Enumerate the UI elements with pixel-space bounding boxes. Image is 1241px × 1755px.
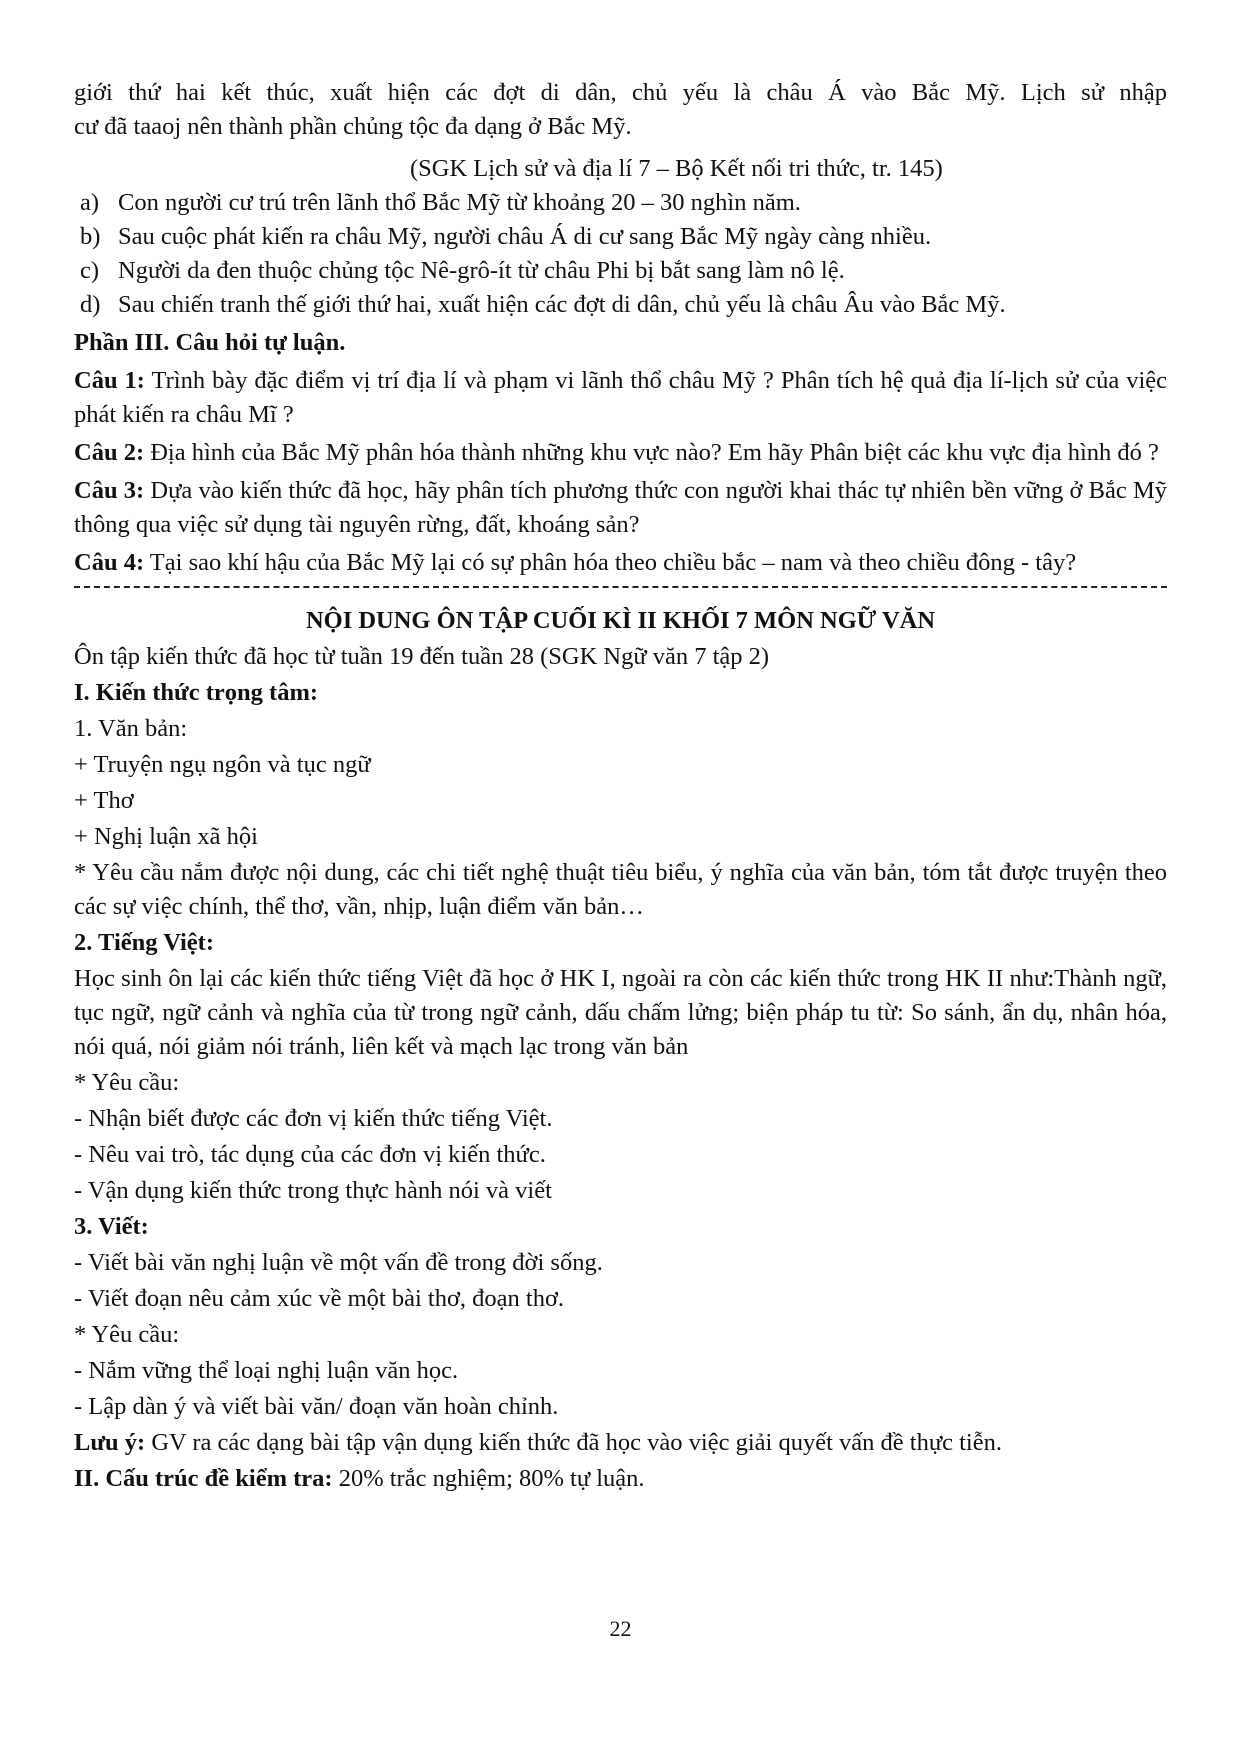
intro-line-1: giới thứ hai kết thúc, xuất hiện các đợt di dân, chủ yếu là châu Á vào Bắc Mỹ. Lịch sử nhập <box>74 79 1167 106</box>
section-title: NỘI DUNG ÔN TẬP CUỐI KÌ II KHỐI 7 MÔN NGỮ VĂN <box>305 607 936 634</box>
option-letter: a) <box>80 189 100 216</box>
option-text: Sau chiến tranh thế giới thứ hai, xuất hiện các đợt di dân, chủ yếu là châu Âu vào Bắc Mỹ. <box>118 291 1006 318</box>
tiengviet-req: - Nêu vai trò, tác dụng của các đơn vị kiến thức. <box>74 1141 546 1168</box>
question-label: Câu 4: <box>74 549 145 576</box>
option-text: Con người cư trú trên lãnh thổ Bắc Mỹ từ khoảng 20 – 30 nghìn năm. <box>118 189 801 216</box>
vanban-requirement: * Yêu cầu nắm được nội dung, các chi tiết nghệ thuật tiêu biểu, ý nghĩa của văn bản, tóm tắt được truyện theo các sự việc chính, thể thơ, vần, nhịp, luận điểm văn bản… <box>74 859 1167 920</box>
option-a <box>74 186 1167 220</box>
option-letter: b) <box>80 223 101 250</box>
vanban-item: + Nghị luận xã hội <box>74 823 258 850</box>
exam-structure-label: II. Cấu trúc đề kiểm tra: <box>74 1465 333 1492</box>
tiengviet-req: - Nhận biết được các đơn vị kiến thức tiếng Việt. <box>74 1105 553 1132</box>
sub-van-ban: 1. Văn bản: <box>74 715 188 742</box>
heading-kien-thuc: I. Kiến thức trọng tâm: <box>74 679 319 706</box>
option-text: Người da đen thuộc chủng tộc Nê-grô-ít từ châu Phi bị bắt sang làm nô lệ. <box>118 257 845 284</box>
option-b <box>74 220 1167 254</box>
answer-options <box>74 186 1167 322</box>
option-d <box>74 288 1167 322</box>
question-label: Câu 2: <box>74 439 145 466</box>
question-4 <box>74 546 1167 580</box>
source-citation: (SGK Lịch sử và địa lí 7 – Bộ Kết nối tri thức, tr. 145) <box>410 155 943 182</box>
sub-viet: 3. Viết: <box>74 1213 149 1240</box>
question-text: Dựa vào kiến thức đã học, hãy phân tích phương thức con người khai thác tự nhiên bền vững ở Bắc Mỹ thông qua việc sử dụng tài nguyên rừng, đất, khoáng sản? <box>74 477 1167 538</box>
viet-item: - Viết đoạn nêu cảm xúc về một bài thơ, đoạn thơ. <box>74 1285 565 1312</box>
option-letter: d) <box>80 291 101 318</box>
note <box>74 1426 1167 1460</box>
note-text: GV ra các dạng bài tập vận dụng kiến thức đã học vào việc giải quyết vấn đề thực tiễn. <box>145 1429 1002 1456</box>
viet-item: - Viết bài văn nghị luận về một vấn đề trong đời sống. <box>74 1249 603 1276</box>
question-2 <box>74 436 1167 470</box>
viet-req-title: * Yêu cầu: <box>74 1321 180 1348</box>
option-c <box>74 254 1167 288</box>
sub-tieng-viet: 2. Tiếng Việt: <box>74 929 214 956</box>
vanban-item: + Thơ <box>74 787 134 814</box>
review-scope: Ôn tập kiến thức đã học từ tuần 19 đến tuần 28 (SGK Ngữ văn 7 tập 2) <box>74 643 770 670</box>
tiengviet-text: Học sinh ôn lại các kiến thức tiếng Việt đã học ở HK I, ngoài ra còn các kiến thức trong HK II như:Thành ngữ, tục ngữ, ngữ cảnh và nghĩa của từ trong ngữ cảnh, dấu chấm lửng; biện pháp tu từ: So sánh, ẩn dụ, nhân hóa, nói quá, nói giảm nói tránh, liên kết và mạch lạc trong văn bản <box>74 965 1167 1060</box>
tiengviet-req-title: * Yêu cầu: <box>74 1069 180 1096</box>
option-letter: c) <box>80 257 100 284</box>
exam-structure <box>74 1462 1167 1496</box>
question-label: Câu 3: <box>74 477 145 504</box>
part3-title: Phần III. Câu hỏi tự luận. <box>74 329 346 356</box>
vanban-item: + Truyện ngụ ngôn và tục ngữ <box>74 751 371 778</box>
question-label: Câu 1: <box>74 367 145 394</box>
question-3 <box>74 474 1167 542</box>
question-text: Trình bày đặc điểm vị trí địa lí và phạm vi lãnh thổ châu Mỹ ? Phân tích hệ quả địa lí-lịch sử của việc phát kiến ra châu Mĩ ? <box>74 367 1167 428</box>
question-1 <box>74 364 1167 432</box>
note-label: Lưu ý: <box>74 1429 146 1456</box>
exam-structure-text: 20% trắc nghiệm; 80% tự luận. <box>332 1465 645 1492</box>
question-text: Địa hình của Bắc Mỹ phân hóa thành những khu vực nào? Em hãy Phân biệt các khu vực địa hình đó ? <box>144 439 1159 466</box>
tiengviet-req: - Vận dụng kiến thức trong thực hành nói và viết <box>74 1177 552 1204</box>
intro-line-2: cư đã taaoj nên thành phần chủng tộc đa dạng ở Bắc Mỹ. <box>74 113 632 140</box>
dashed-divider <box>74 586 1167 588</box>
viet-req: - Nắm vững thể loại nghị luận văn học. <box>74 1357 459 1384</box>
question-text: Tại sao khí hậu của Bắc Mỹ lại có sự phân hóa theo chiều bắc – nam và theo chiều đông - tây? <box>144 549 1077 576</box>
option-text: Sau cuộc phát kiến ra châu Mỹ, người châu Á di cư sang Bắc Mỹ ngày càng nhiều. <box>118 223 932 250</box>
page-number: 22 <box>609 1616 632 1641</box>
viet-req: - Lập dàn ý và viết bài văn/ đoạn văn hoàn chỉnh. <box>74 1393 559 1420</box>
